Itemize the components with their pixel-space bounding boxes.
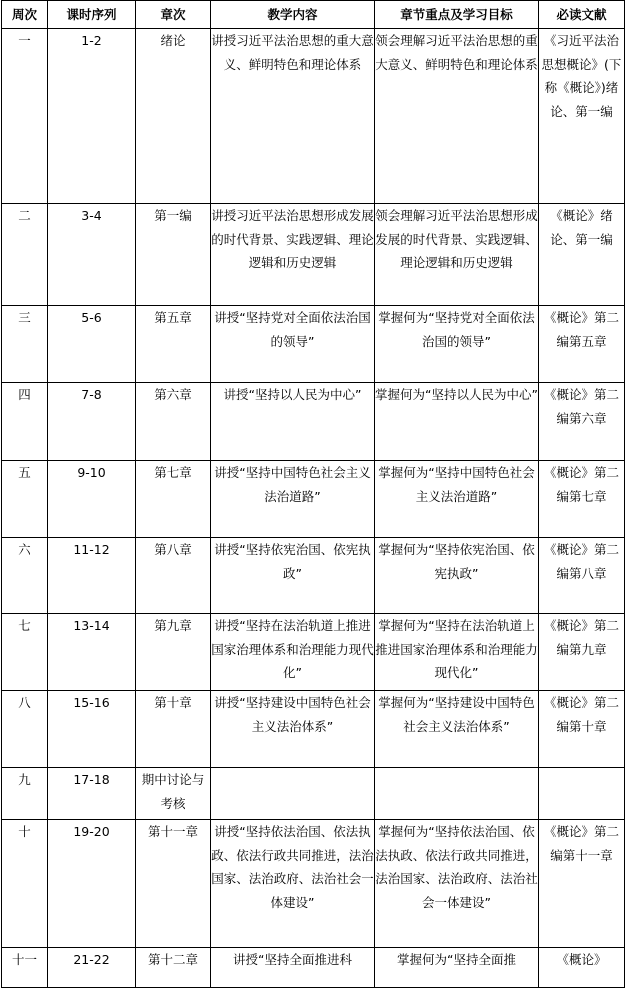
cell-chapter [136,204,211,306]
cell-reading [539,204,625,306]
cell-session: 7-8 [48,383,136,461]
cell-session: 1-2 [48,29,136,204]
cell-goal [375,204,539,306]
header-goal: 章节重点及学习目标 [375,1,539,29]
cell-reading [539,948,625,988]
cell-content [211,948,375,988]
cell-content [211,461,375,538]
chapter-text: 期中讨论与考核 [141,772,205,811]
cell-session: 9-10 [48,461,136,538]
course-schedule-table [1,0,625,988]
chapter-text: 第六章 [154,387,192,402]
header-content: 教学内容 [211,1,375,29]
cell-goal [375,768,539,820]
cell-chapter [136,29,211,204]
reading-text: 《概论》第二编第十章 [543,695,619,734]
cell-reading [539,306,625,383]
table-row [2,306,625,383]
content-text: 讲授“坚持全面推进科 [233,952,352,967]
cell-chapter [136,614,211,691]
chapter-text: 第十一章 [147,824,198,839]
cell-week: 七 [2,614,48,691]
cell-week: 四 [2,383,48,461]
table-row [2,820,625,948]
reading-text: 《概论》第二编第十一章 [543,824,619,863]
cell-reading [539,461,625,538]
header-week: 周次 [2,1,48,29]
cell-session: 17-18 [48,768,136,820]
reading-text: 《概论》绪论、第一编 [550,208,613,247]
chapter-text: 第九章 [154,618,192,633]
goal-text: 掌握何为“坚持建设中国特色社会主义法治体系” [378,695,535,734]
content-text: 讲授“坚持依法治国、依法执政、依法行政共同推进，法治国家、法治政府、法治社会一体建设” [211,824,374,910]
reading-text: 《概论》第二编第九章 [543,618,619,657]
cell-goal [375,948,539,988]
reading-text: 《概论》第二编第五章 [543,310,619,349]
cell-week: 十一 [2,948,48,988]
cell-chapter [136,383,211,461]
cell-content [211,614,375,691]
chapter-text: 第一编 [154,208,192,223]
goal-text: 掌握何为“坚持全面推 [397,952,516,967]
table-row [2,204,625,306]
cell-content [211,820,375,948]
cell-content [211,383,375,461]
cell-goal [375,538,539,614]
header-session: 课时序列 [48,1,136,29]
goal-text: 掌握何为“坚持依法治国、依法执政、依法行政共同推进，法治国家、法治政府、法治社会一体建设” [375,824,538,910]
goal-text: 掌握何为“坚持在法治轨道上推进国家治理体系和治理能力现代化” [375,618,538,680]
table-row [2,614,625,691]
reading-text: 《概论》第二编第六章 [543,387,619,426]
cell-reading [539,29,625,204]
cell-week: 十 [2,820,48,948]
chapter-text: 第五章 [154,310,192,325]
cell-chapter [136,306,211,383]
cell-week: 九 [2,768,48,820]
cell-session: 3-4 [48,204,136,306]
goal-text: 领会理解习近平法治思想的重大意义、鲜明特色和理论体系 [375,33,538,72]
table-row [2,461,625,538]
cell-content [211,538,375,614]
cell-session: 19-20 [48,820,136,948]
cell-chapter [136,538,211,614]
cell-week: 二 [2,204,48,306]
goal-text: 掌握何为“坚持依宪治国、依宪执政” [378,542,535,581]
cell-week: 一 [2,29,48,204]
cell-chapter [136,820,211,948]
cell-goal [375,614,539,691]
goal-text: 掌握何为“坚持中国特色社会主义法治道路” [378,465,535,504]
goal-text: 领会理解习近平法治思想形成发展的时代背景、实践逻辑、理论逻辑和历史逻辑 [375,208,538,270]
table-row [2,768,625,820]
cell-week: 六 [2,538,48,614]
content-text: 讲授“坚持中国特色社会主义法治道路” [214,465,371,504]
cell-reading [539,614,625,691]
content-text: 讲授习近平法治思想的重大意义、鲜明特色和理论体系 [211,33,374,72]
content-text: 讲授“坚持以人民为中心” [223,387,362,402]
cell-content [211,768,375,820]
chapter-text: 绪论 [160,33,186,48]
cell-chapter [136,461,211,538]
cell-goal [375,383,539,461]
cell-goal [375,306,539,383]
cell-session: 13-14 [48,614,136,691]
cell-chapter [136,948,211,988]
cell-reading [539,691,625,768]
cell-week: 五 [2,461,48,538]
header-chapter: 章次 [136,1,211,29]
reading-text: 《习近平法治思想概论》(下称《概论》)绪论、第一编 [541,33,622,119]
cell-chapter [136,691,211,768]
table-row [2,538,625,614]
chapter-text: 第八章 [154,542,192,557]
content-text: 讲授“坚持党对全面依法治国的领导” [214,310,371,349]
cell-week: 八 [2,691,48,768]
cell-week: 三 [2,306,48,383]
cell-reading [539,768,625,820]
content-text: 讲授“坚持在法治轨道上推进国家治理体系和治理能力现代化” [211,618,374,680]
cell-goal [375,461,539,538]
cell-reading [539,538,625,614]
content-text: 讲授“坚持依宪治国、依宪执政” [214,542,371,581]
cell-content [211,204,375,306]
cell-goal [375,691,539,768]
table-row [2,29,625,204]
header-reading: 必读文献 [539,1,625,29]
cell-goal [375,29,539,204]
cell-session: 5-6 [48,306,136,383]
chapter-text: 第十二章 [147,952,198,967]
cell-session: 11-12 [48,538,136,614]
cell-content [211,691,375,768]
table-header-row [2,1,625,29]
chapter-text: 第七章 [154,465,192,480]
cell-reading [539,820,625,948]
cell-chapter [136,768,211,820]
goal-text: 掌握何为“坚持党对全面依法治国的领导” [378,310,535,349]
reading-text: 《概论》第二编第七章 [543,465,619,504]
reading-text: 《概论》 [556,952,607,967]
chapter-text: 第十章 [154,695,192,710]
table-row [2,948,625,988]
table-row [2,383,625,461]
reading-text: 《概论》第二编第八章 [543,542,619,581]
cell-reading [539,383,625,461]
cell-content [211,29,375,204]
cell-session: 15-16 [48,691,136,768]
content-text: 讲授“坚持建设中国特色社会主义法治体系” [214,695,371,734]
content-text: 讲授习近平法治思想形成发展的时代背景、实践逻辑、理论逻辑和历史逻辑 [211,208,374,270]
goal-text: 掌握何为“坚持以人民为中心” [375,387,538,402]
cell-session: 21-22 [48,948,136,988]
cell-content [211,306,375,383]
table-row [2,691,625,768]
cell-goal [375,820,539,948]
